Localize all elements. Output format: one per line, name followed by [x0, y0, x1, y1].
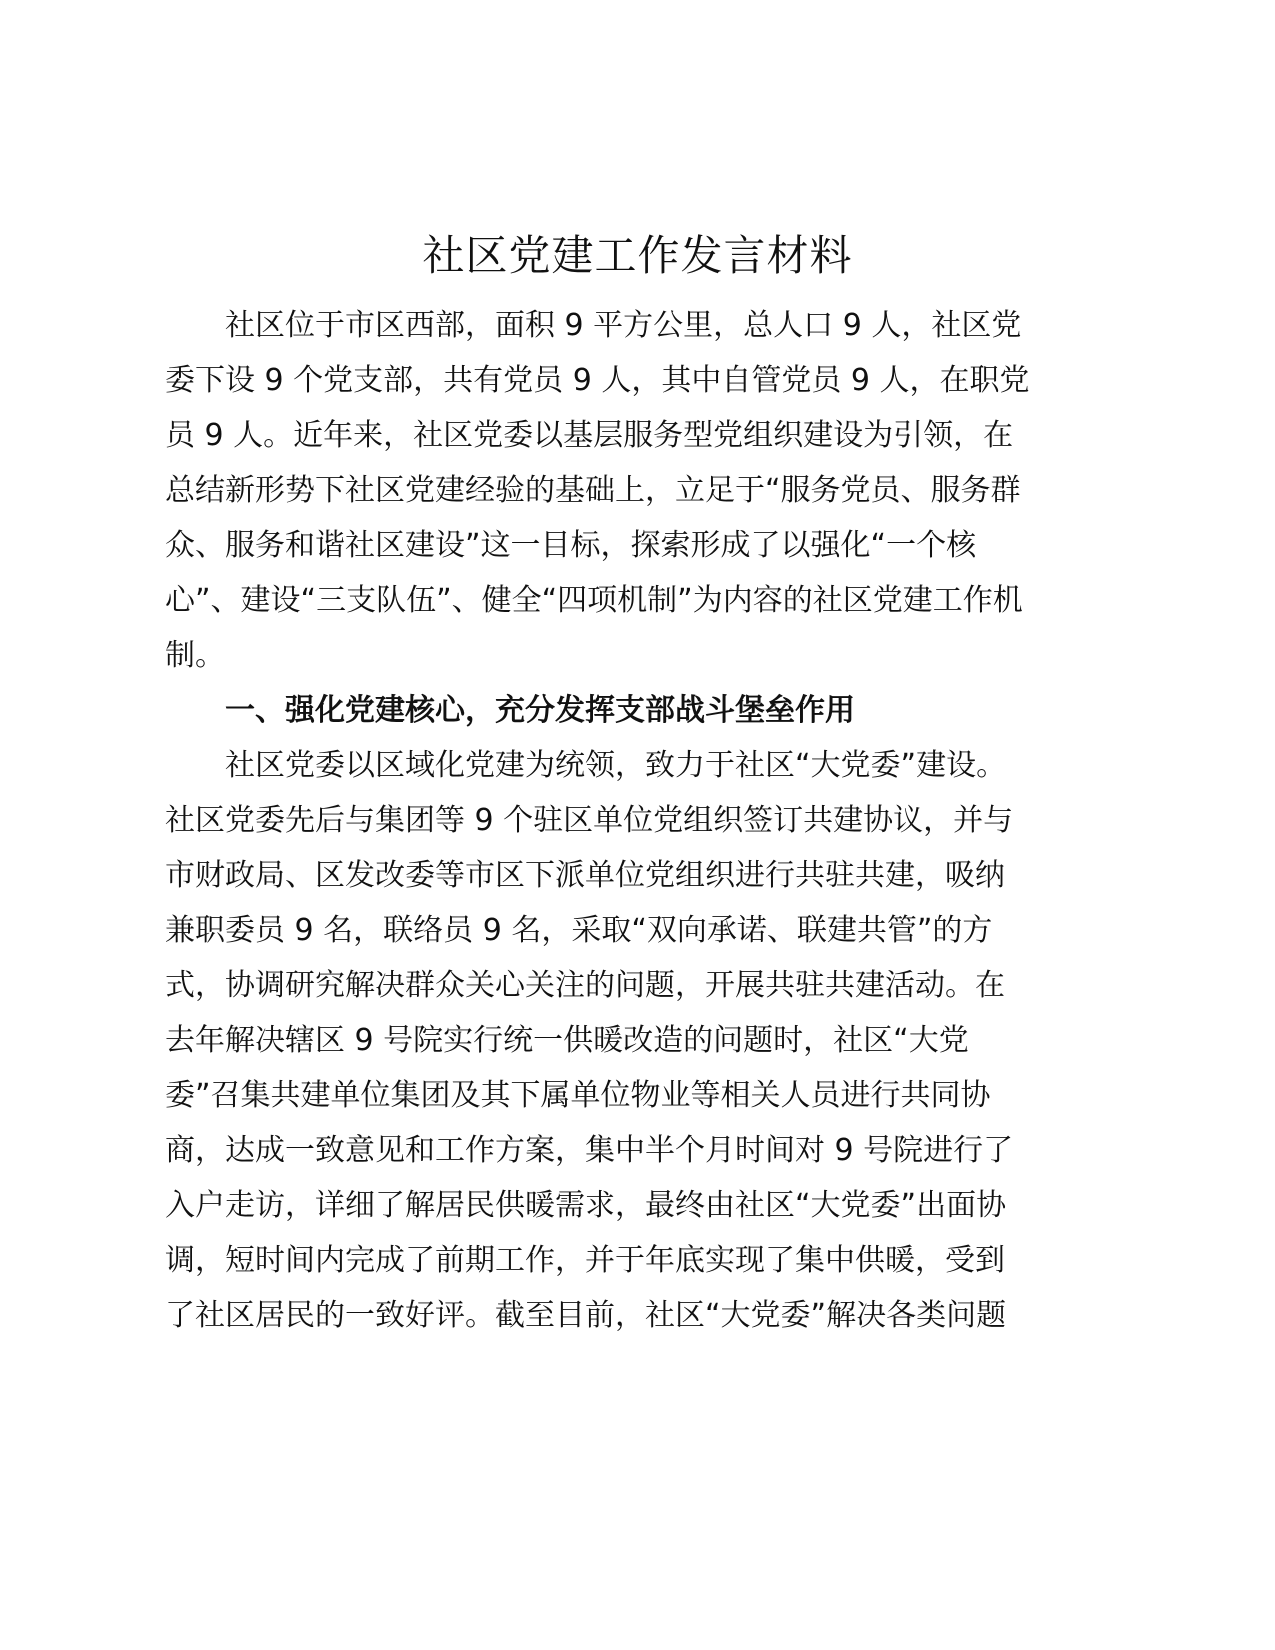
paragraph-line: 了社区居民的一致好评。截至目前，社区“大党委”解决各类问题	[165, 1298, 1007, 1333]
paragraph-line: 式，协调研究解决群众关心关注的问题，开展共驻共建活动。在	[165, 968, 1005, 1003]
section-heading: 一、强化党建核心，充分发挥支部战斗堡垒作用	[165, 693, 855, 728]
paragraph-line: 委”召集共建单位集团及其下属单位物业等相关人员进行共同协	[165, 1078, 991, 1113]
paragraph-line: 兼职委员 9 名，联络员 9 名，采取“双向承诺、联建共管”的方	[165, 913, 993, 948]
document-title: 社区党建工作发言材料	[422, 231, 853, 280]
paragraph-line: 众、服务和谐社区建设”这一目标，探索形成了以强化“一个核	[165, 528, 977, 563]
paragraph-line: 去年解决辖区 9 号院实行统一供暖改造的问题时，社区“大党	[165, 1023, 969, 1058]
paragraph-line: 社区位于市区西部，面积 9 平方公里，总人口 9 人，社区党	[165, 308, 1022, 343]
paragraph-line: 委下设 9 个党支部，共有党员 9 人，其中自管党员 9 人，在职党	[165, 363, 1030, 398]
paragraph-line: 调，短时间内完成了前期工作，并于年底实现了集中供暖，受到	[165, 1243, 1005, 1278]
paragraph-line: 总结新形势下社区党建经验的基础上，立足于“服务党员、服务群	[165, 473, 1021, 508]
paragraph-line: 员 9 人。近年来，社区党委以基层服务型党组织建设为引领，在	[165, 418, 1014, 453]
paragraph-line: 商，达成一致意见和工作方案，集中半个月时间对 9 号院进行了	[165, 1133, 1014, 1168]
paragraph-line: 心”、建设“三支队伍”、健全“四项机制”为内容的社区党建工作机	[165, 583, 1023, 618]
paragraph-line: 入户走访，详细了解居民供暖需求，最终由社区“大党委”出面协	[165, 1188, 1007, 1223]
paragraph-line: 社区党委先后与集团等 9 个驻区单位党组织签订共建协议，并与	[165, 803, 1014, 838]
paragraph-line: 市财政局、区发改委等市区下派单位党组织进行共驻共建，吸纳	[165, 858, 1005, 893]
paragraph-line: 社区党委以区域化党建为统领，致力于社区“大党委”建设。	[165, 748, 1007, 783]
paragraph-line: 制。	[165, 638, 225, 673]
